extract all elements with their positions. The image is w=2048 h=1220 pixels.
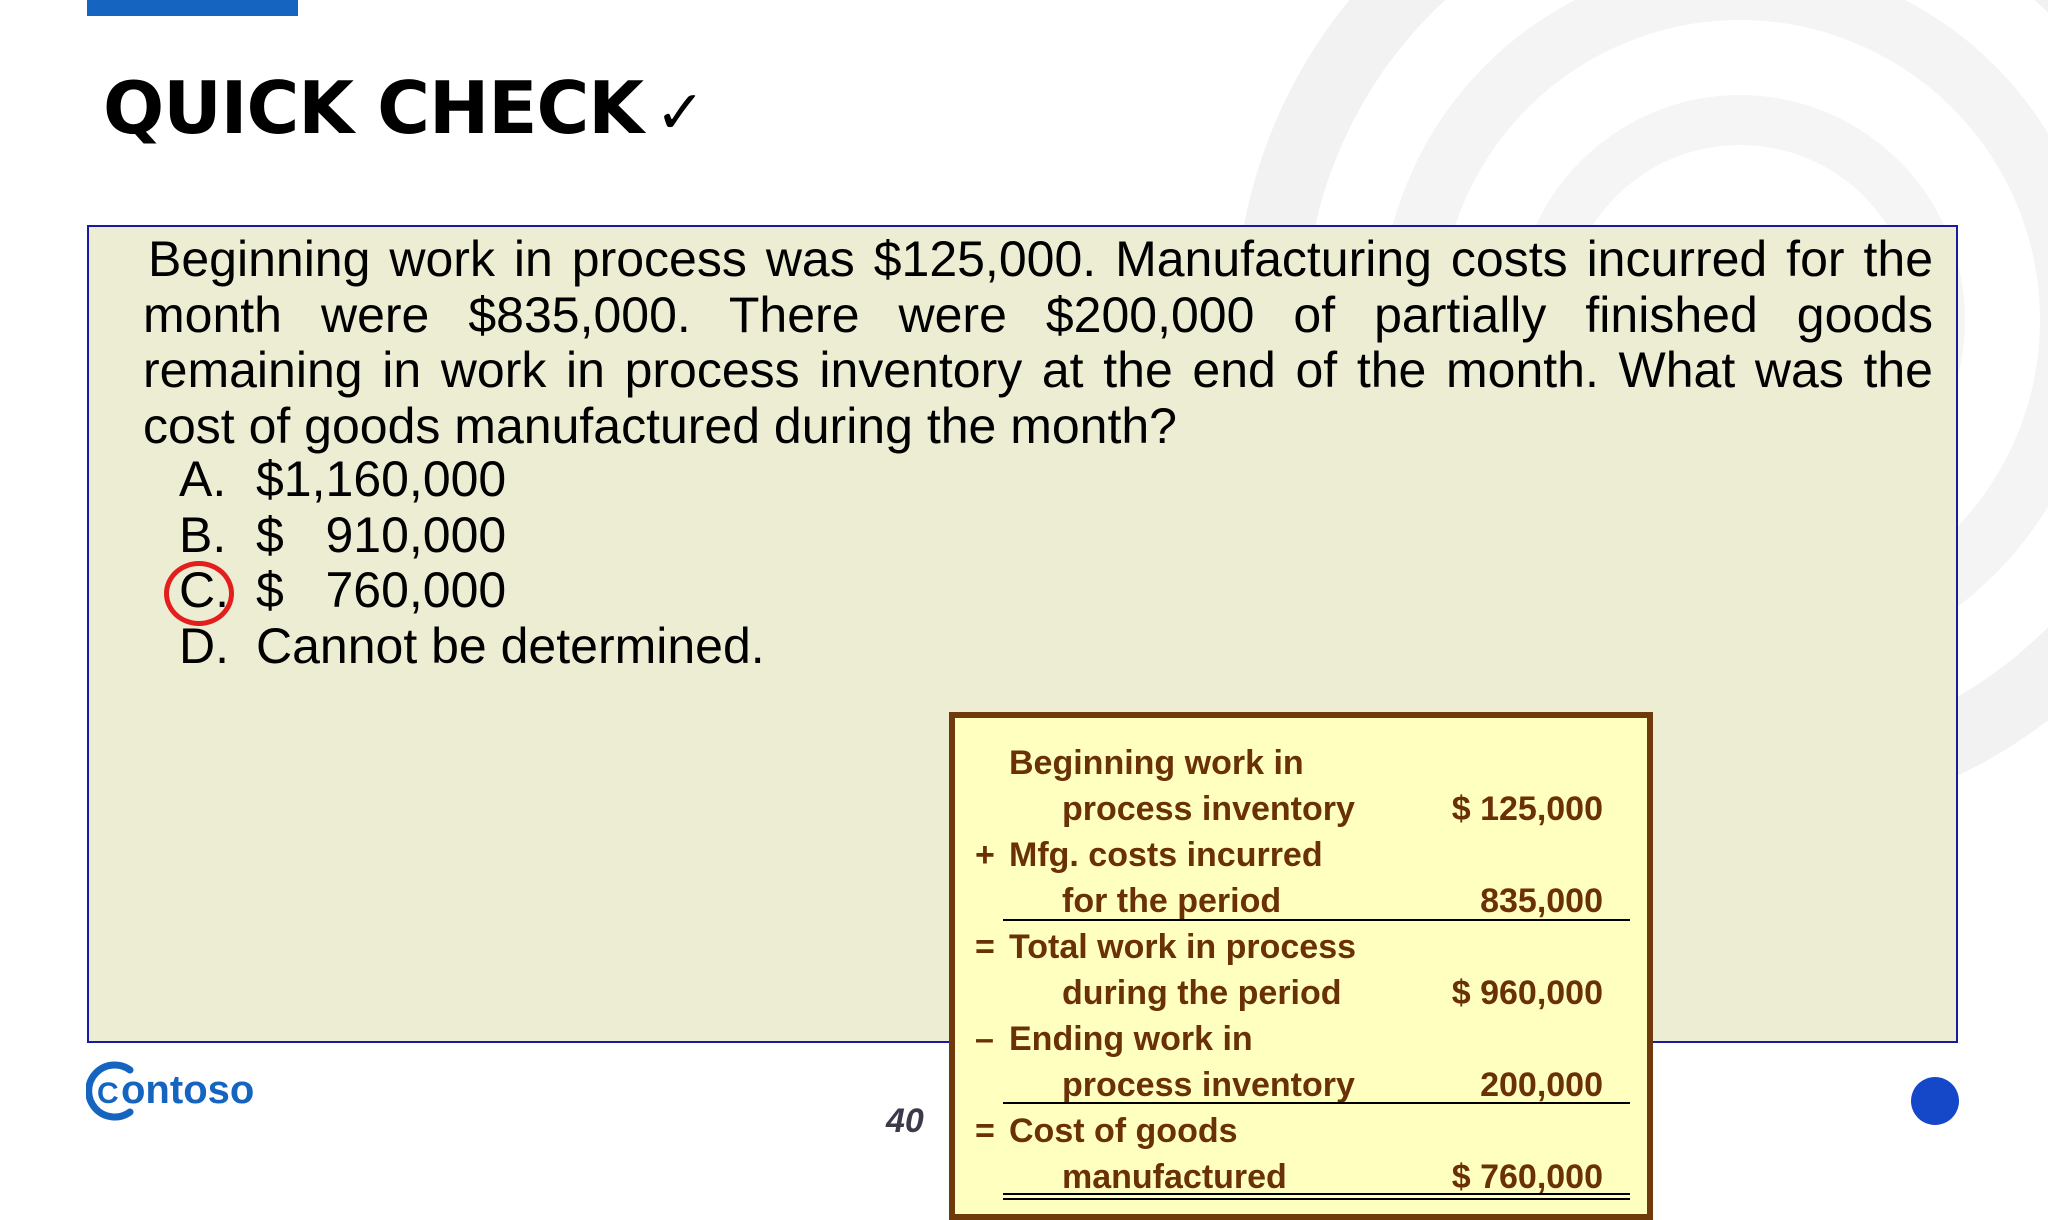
option-text: $ 910,000	[256, 506, 507, 563]
calc-label: manufactured	[1062, 1158, 1287, 1196]
page-number: 40	[886, 1102, 924, 1140]
title-text: QUICK CHECK	[103, 66, 644, 150]
total-double-rule	[1003, 1198, 1630, 1200]
top-accent-bar	[87, 0, 298, 16]
calc-row	[955, 1016, 1647, 1062]
calc-amount: $ 125,000	[1451, 790, 1603, 828]
contoso-logo-icon	[86, 1056, 266, 1126]
calc-label: Ending work in	[1009, 1020, 1253, 1058]
calc-row	[955, 740, 1647, 786]
calc-row	[955, 786, 1647, 832]
correct-answer-circle-icon	[164, 561, 234, 626]
calc-operator: +	[975, 836, 995, 874]
calc-label: Beginning work in	[1009, 744, 1304, 782]
option-letter: B.	[179, 506, 227, 563]
slide-title	[103, 66, 705, 150]
option-text: $ 760,000	[256, 562, 507, 618]
calc-row	[955, 832, 1647, 878]
calc-amount: $ 760,000	[1451, 1158, 1603, 1196]
calc-amount: $ 960,000	[1451, 974, 1603, 1012]
option-text: Cannot be determined.	[256, 617, 765, 674]
calc-label: process inventory	[1062, 1066, 1355, 1104]
calc-label: Cost of goods	[1009, 1112, 1238, 1150]
option-b	[179, 508, 765, 564]
logo-text: ontoso	[121, 1068, 255, 1112]
subtotal-rule	[1003, 1102, 1630, 1104]
calc-amount: 200,000	[1480, 1066, 1603, 1104]
calc-row	[955, 1108, 1647, 1154]
option-letter: D.	[179, 617, 229, 674]
option-letter: C.	[179, 562, 229, 618]
navigation-dot[interactable]	[1911, 1077, 1959, 1125]
option-a	[179, 452, 765, 508]
calc-label: Total work in process	[1009, 928, 1357, 966]
calc-operator: =	[975, 928, 995, 966]
answer-options	[179, 452, 765, 674]
calc-label: for the period	[1062, 882, 1282, 920]
calc-operator: –	[975, 1020, 994, 1058]
total-double-rule	[1003, 1193, 1630, 1195]
question-text: Beginning work in process was $125,000. Manufacturing costs incurred for the month were $835,000. There were $200,000 of partially finished goods remaining in work in process inventory at the end of the month. What was the cost of goods manufactured during the month?	[143, 231, 1933, 454]
option-c	[179, 563, 765, 619]
calc-amount: 835,000	[1480, 882, 1603, 920]
calculation-box	[949, 712, 1653, 1220]
calc-label: Mfg. costs incurred	[1009, 836, 1323, 874]
calc-label: during the period	[1062, 974, 1342, 1012]
calc-label: process inventory	[1062, 790, 1355, 828]
calc-operator: =	[975, 1112, 995, 1150]
calc-row	[955, 924, 1647, 970]
subtotal-rule	[1003, 919, 1630, 921]
option-text: $1,160,000	[256, 451, 507, 507]
option-letter: A.	[179, 451, 227, 507]
calc-row	[955, 970, 1647, 1016]
logo-initial: C	[97, 1077, 119, 1110]
option-d	[179, 619, 765, 675]
check-mark-icon: ✓	[655, 78, 705, 148]
contoso-logo	[86, 1056, 266, 1131]
calc-row	[955, 878, 1647, 924]
